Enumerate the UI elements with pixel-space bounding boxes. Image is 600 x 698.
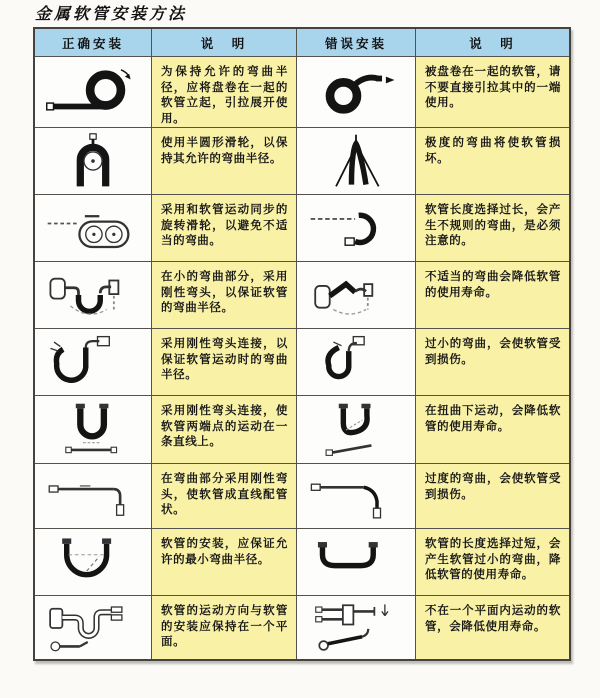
wrong-illustration-cell: [297, 329, 416, 396]
excess-length-loop-icon: [303, 199, 409, 257]
wrong-description: 不在一个平面内运动的软管，会降低使用寿命。: [416, 596, 569, 659]
synchronized-rotating-pulleys-icon: [40, 199, 146, 257]
straight-pipe-rigid-elbow-icon: [40, 468, 146, 524]
correct-illustration-cell: [35, 195, 152, 262]
header-wrong-install: 错误安装: [297, 29, 416, 57]
excessive-bend-elbow-icon: [303, 468, 409, 524]
wrong-description: 不适当的弯曲会降低软管的使用寿命。: [416, 262, 569, 329]
header-wrong-description: 说 明: [416, 29, 569, 57]
wrong-illustration-cell: [297, 596, 416, 659]
installation-table: [33, 27, 571, 661]
inline-endpoint-motion-u-icon: [40, 401, 146, 459]
correct-illustration-cell: [35, 262, 152, 329]
out-of-plane-motion-icon: [303, 600, 409, 656]
wrong-description: 过度的弯曲，会使软管受到损伤。: [416, 464, 569, 529]
correct-description: 在小的弯曲部分，采用刚性弯头，以保证软管的弯曲半径。: [152, 262, 297, 329]
coiled-hose-pulled-end-icon: [303, 61, 409, 123]
coiled-hose-upright-unroll-icon: [40, 61, 146, 123]
wrong-description: 过小的弯曲，会使软管受到损伤。: [416, 329, 569, 396]
correct-description: 为保持允许的弯曲半径，应将盘卷在一起的软管立起，引拉展开使用。: [152, 57, 297, 128]
wrong-illustration-cell: [297, 57, 416, 128]
header-correct-description: 说 明: [152, 29, 297, 57]
correct-description: 采用刚性弯头连接，使软管两端点的运动在一条直线上。: [152, 396, 297, 464]
correct-description: 软管的运动方向与软管的安装应保持在一个平面。: [152, 596, 297, 659]
correct-illustration-cell: [35, 329, 152, 396]
header-correct-install: 正确安装: [35, 29, 152, 57]
wrong-description: 极度的弯曲将使软管损坏。: [416, 128, 569, 195]
same-plane-motion-icon: [40, 600, 146, 656]
too-small-bend-icon: [303, 333, 409, 391]
wrong-illustration-cell: [297, 195, 416, 262]
minimum-bend-radius-u-icon: [40, 533, 146, 591]
correct-illustration-cell: [35, 396, 152, 464]
semicircular-pulley-hose-icon: [40, 132, 146, 190]
wrong-illustration-cell: [297, 529, 416, 596]
correct-illustration-cell: [35, 128, 152, 195]
correct-illustration-cell: [35, 464, 152, 529]
wrong-description: 在扭曲下运动，会降低软管的使用寿命。: [416, 396, 569, 464]
rigid-elbow-small-bend-icon: [40, 266, 146, 324]
correct-illustration-cell: [35, 529, 152, 596]
wrong-description: 软管的长度选择过短，会产生软管过小的弯曲，降低软管的使用寿命。: [416, 529, 569, 596]
extreme-bend-hose-icon: [303, 132, 409, 190]
wrong-illustration-cell: [297, 262, 416, 329]
wrong-description: 软管长度选择过长，会产生不规则的弯曲，是必须注意的。: [416, 195, 569, 262]
wrong-illustration-cell: [297, 396, 416, 464]
correct-illustration-cell: [35, 57, 152, 128]
correct-description: 采用和软管运动同步的旋转滑轮，以避免不适当的弯曲。: [152, 195, 297, 262]
page-title: 金属软管安装方法: [35, 4, 188, 23]
wrong-description: 被盘卷在一起的软管，请不要直接引拉其中的一端使用。: [416, 57, 569, 128]
wrong-illustration-cell: [297, 464, 416, 529]
correct-description: 软管的安装，应保证允许的最小弯曲半径。: [152, 529, 297, 596]
wrong-illustration-cell: [297, 128, 416, 195]
correct-description: 在弯曲部分采用刚性弯头，使软管成直线配管状。: [152, 464, 297, 529]
improper-bend-icon: [303, 266, 409, 324]
correct-description: 使用半圆形滑轮，以保持其允许的弯曲半径。: [152, 128, 297, 195]
twisted-motion-u-icon: [303, 401, 409, 459]
correct-illustration-cell: [35, 596, 152, 659]
correct-description: 采用刚性弯头连接，以保证软管运动时的弯曲半径。: [152, 329, 297, 396]
rigid-elbow-connection-u-icon: [40, 333, 146, 391]
too-short-taut-hose-icon: [303, 533, 409, 591]
